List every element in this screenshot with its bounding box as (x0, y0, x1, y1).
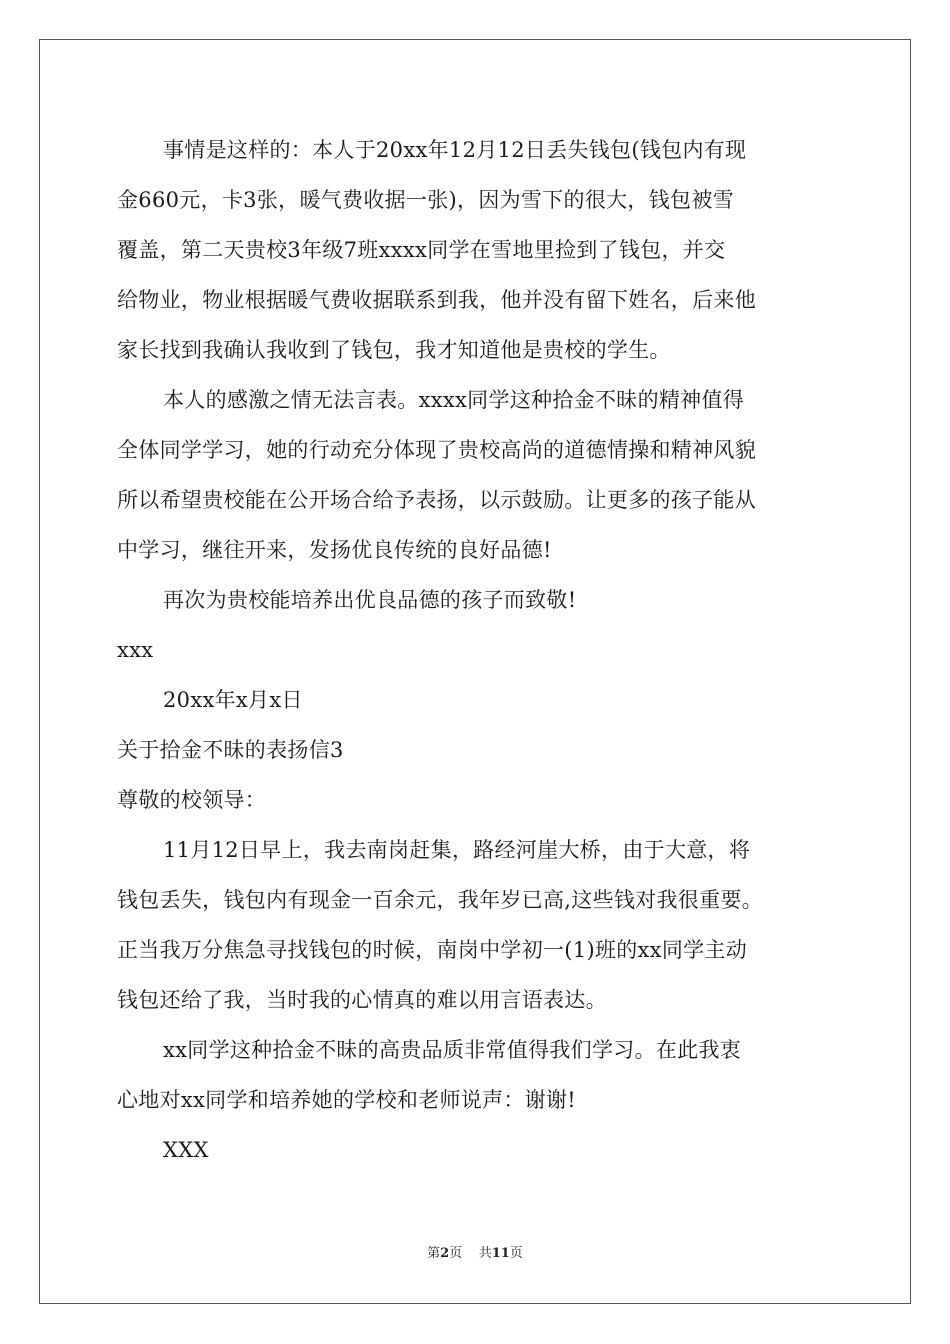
paragraph-1-line-1: 事情是这样的：本人于20xx年12月12日丢失钱包(钱包内有现 (163, 138, 747, 162)
paragraph-1-line-5: 家长找到我确认我收到了钱包，我才知道他是贵校的学生。 (117, 338, 671, 362)
footer-total-pages: 11 (491, 1246, 510, 1261)
paragraph-1-line-3: 覆盖，第二天贵校3年级7班xxxx同学在雪地里捡到了钱包，并交 (117, 238, 726, 262)
paragraph-4-line-3: 正当我万分焦急寻找钱包的时候，南岗中学初一(1)班的xx同学主动 (117, 938, 748, 962)
footer-total-prefix: 共 (478, 1246, 492, 1261)
footer-page-suffix: 页 (449, 1246, 463, 1261)
paragraph-4-line-1: 11月12日早上，我去南岗赶集，路经河崖大桥，由于大意，将 (163, 838, 751, 862)
paragraph-2-line-1: 本人的感激之情无法言表。xxxx同学这种拾金不昧的精神值得 (163, 388, 745, 412)
page-border (39, 39, 911, 1304)
salutation: 尊敬的校领导： (117, 788, 267, 812)
paragraph-2-line-3: 所以希望贵校能在公开场合给予表扬，以示鼓励。让更多的孩子能从 (117, 488, 756, 512)
paragraph-5-line-2: 心地对xx同学和培养她的学校和老师说声：谢谢! (117, 1088, 577, 1112)
paragraph-4-line-2: 钱包丢失，钱包内有现金一百余元，我年岁已高,这些钱对我很重要。 (117, 888, 763, 912)
footer-page-number: 2 (440, 1246, 450, 1261)
paragraph-2-line-4: 中学习，继往开来，发扬优良传统的良好品德! (117, 538, 552, 562)
date-1: 20xx年x月x日 (163, 688, 303, 712)
paragraph-3: 再次为贵校能培养出优良品德的孩子而致敬! (163, 588, 577, 612)
paragraph-5-line-1: xx同学这种拾金不昧的高贵品质非常值得我们学习。在此我衷 (163, 1038, 742, 1062)
footer-page-prefix: 第 (427, 1246, 441, 1261)
paragraph-1-line-2: 金660元，卡3张，暖气费收据一张)，因为雪下的很大，钱包被雪 (117, 188, 734, 212)
paragraph-1-line-4: 给物业，物业根据暖气费收据联系到我，他并没有留下姓名，后来他 (117, 288, 756, 312)
page-footer (0, 1246, 950, 1262)
paragraph-2-line-2: 全体同学学习，她的行动充分体现了贵校高尚的道德情操和精神风貌 (117, 438, 756, 462)
footer-total-suffix: 页 (509, 1246, 523, 1261)
paragraph-4-line-4: 钱包还给了我，当时我的心情真的难以用言语表达。 (117, 988, 607, 1012)
signature-2: XXX (163, 1138, 209, 1162)
signature-1: xxx (117, 638, 154, 662)
letter-3-title: 关于拾金不昧的表扬信3 (117, 738, 344, 762)
